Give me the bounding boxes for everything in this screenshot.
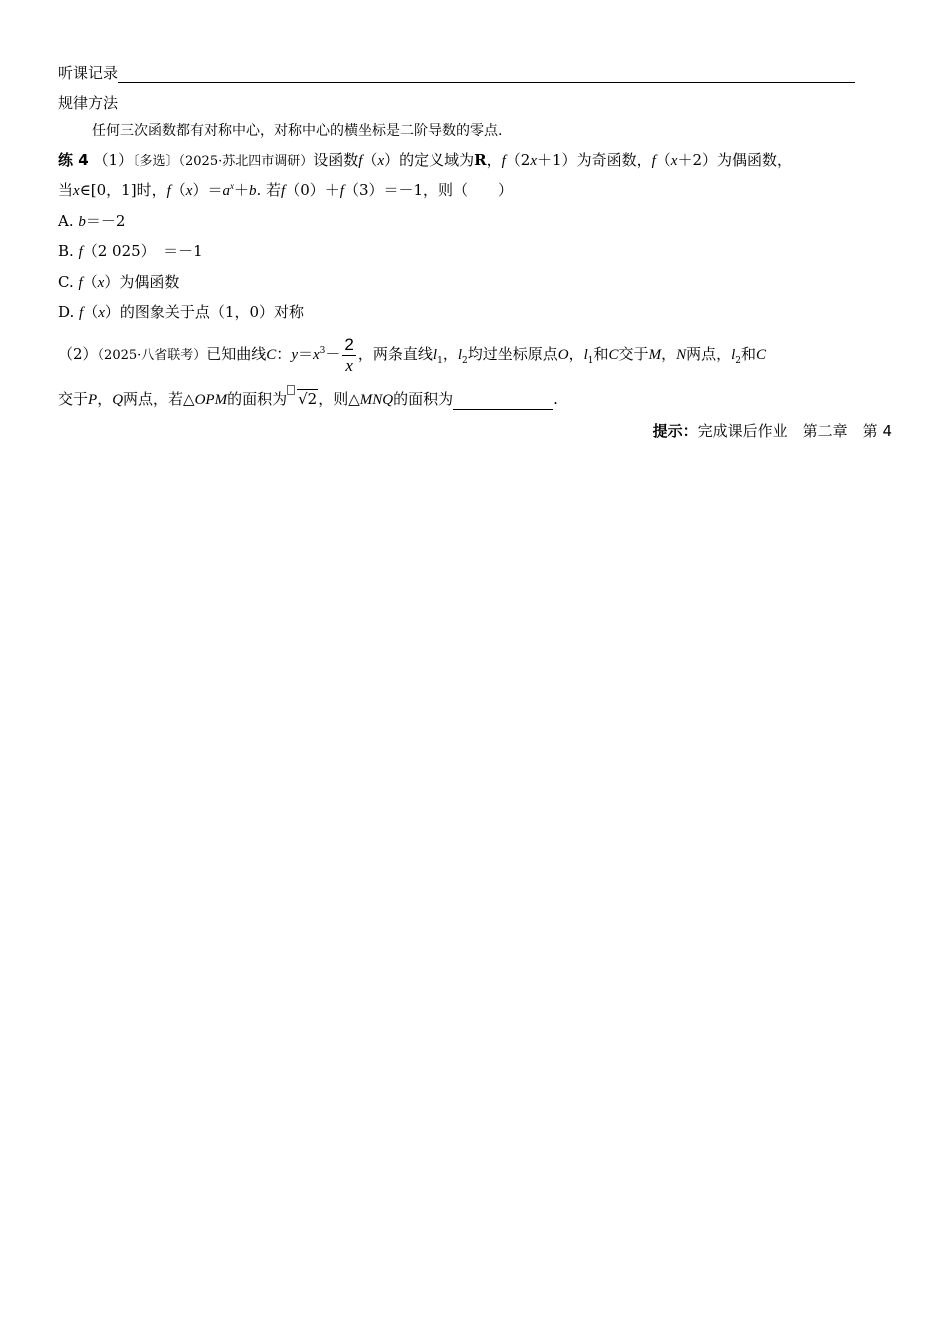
option-b <box>58 241 203 262</box>
math-l: l <box>432 347 438 363</box>
math-x: x <box>313 347 320 363</box>
math-x: x <box>670 153 678 169</box>
math-C: C <box>756 347 767 363</box>
method-text: 任何三次函数都有对称中心，对称中心的横坐标是二阶导数的零点. <box>92 123 503 139</box>
root-index-box <box>287 385 295 395</box>
option-d-label: D. <box>58 303 80 321</box>
radicand: √2 <box>298 390 318 408</box>
math-exp-3: 3 <box>319 346 326 356</box>
part2-number: （2） <box>58 345 98 363</box>
math-O: O <box>557 347 569 363</box>
math-f: f <box>78 275 83 291</box>
stem-text: 和 <box>593 345 609 363</box>
option-b-label: B. <box>58 242 79 260</box>
stem-text: ，两条直线 <box>357 345 433 363</box>
math-MNQ: MNQ <box>359 392 394 408</box>
stem-text: 的定义域为 <box>399 151 475 169</box>
option-c-label: C. <box>58 273 79 291</box>
stem-text: ， <box>661 345 677 363</box>
option-a-text: ＝－2 <box>85 212 126 230</box>
stem-text: 两点， <box>686 345 732 363</box>
hint-label: 提示： <box>652 422 698 440</box>
source-2: （2025·八省联考） <box>97 348 207 363</box>
cube-root-2 <box>287 389 318 409</box>
option-a-label: A. <box>58 212 79 230</box>
math-sub-1: 1 <box>587 356 594 366</box>
math-x: x <box>73 183 80 199</box>
math-R: R <box>474 151 487 169</box>
math-l: l <box>457 347 462 363</box>
math-a: a <box>222 183 230 199</box>
math-OPM: OPM <box>194 392 228 408</box>
exercise-line-1: 练 4 （1）〔多选〕（2025·苏北四市调研）设函数f（x）的定义域为R，f（2x＋1）为奇函数，f（x＋2）为偶函数， <box>58 151 792 169</box>
math-sub-2: 2 <box>462 356 468 366</box>
record-header <box>58 63 855 83</box>
stem-text: （3）＝－1，则（ ） <box>343 181 514 199</box>
option-b-text: （2 025） ＝－1 <box>82 242 203 260</box>
math-C: C <box>266 347 277 363</box>
stem-text: ， <box>568 345 584 363</box>
math-exp-x: x <box>229 181 234 191</box>
math-Q: Q <box>112 392 124 408</box>
stem-text: ， <box>97 390 113 408</box>
fraction-numerator: 2 <box>344 334 354 354</box>
stem-text: ＝ <box>207 181 223 199</box>
stem-text: 设函数 <box>313 151 359 169</box>
math-b: b <box>249 183 257 199</box>
math-x: x <box>530 153 538 169</box>
stem-text: － <box>325 345 341 363</box>
math-P: P <box>88 392 98 408</box>
math-x: x <box>377 153 385 169</box>
stem-text: （0）＋ <box>285 181 340 199</box>
record-title: 听课记录 <box>58 64 119 82</box>
math-f: f <box>166 183 171 199</box>
math-f: f <box>281 183 286 199</box>
math-f: f <box>501 153 506 169</box>
math-l: l <box>583 347 588 363</box>
math-M: M <box>648 347 662 363</box>
stem-text: 已知曲线 <box>206 345 267 363</box>
section-title: 规律方法 <box>58 94 119 112</box>
math-f: f <box>358 153 363 169</box>
option-d-text: 的图象关于点（1，0）对称 <box>119 303 304 321</box>
math-N: N <box>676 347 687 363</box>
part2-line-2 <box>58 389 558 410</box>
stem-text: ： <box>276 345 292 363</box>
math-y: y <box>291 347 298 363</box>
stem-text: 为奇函数， <box>576 151 652 169</box>
math-f: f <box>651 153 656 169</box>
math-C: C <box>608 347 619 363</box>
stem-text: ＋ <box>233 181 249 199</box>
math-f: f <box>339 183 344 199</box>
stem-text: ＝ <box>297 345 313 363</box>
option-a <box>58 211 125 232</box>
option-c-text: 为偶函数 <box>119 273 180 291</box>
math-l: l <box>731 347 736 363</box>
math-x: x <box>97 275 105 291</box>
stem-text: 交于 <box>618 345 649 363</box>
stem-text: ∈[0，1]时， <box>79 181 167 199</box>
fraction-2-over-x <box>342 335 355 376</box>
record-underline <box>118 66 855 83</box>
stem-text: 两点，若△ <box>123 390 195 408</box>
hint-text: 完成课后作业 第二章 第 4 <box>697 422 892 440</box>
part2-line-1 <box>58 332 766 378</box>
math-f: f <box>78 244 83 260</box>
math-x: x <box>98 305 105 321</box>
stem-text: . <box>553 390 558 408</box>
math-x: x <box>185 183 193 199</box>
math-sub-1: 1 <box>437 356 443 366</box>
stem-text: . 若 <box>256 181 282 199</box>
stem-text: 和 <box>741 345 757 363</box>
math-f: f <box>79 305 84 321</box>
stem-text: 均过坐标原点 <box>467 345 558 363</box>
stem-text: 的面积为 <box>227 390 288 408</box>
exercise-line-2: 当x∈[0，1]时，$f(x)=a^x+b$. 若f（0）＋f（3）＝－1，则（ ） <box>58 181 514 199</box>
radicand-value: 2 <box>307 390 318 408</box>
source-1: （2025·苏北四市调研） <box>178 154 314 169</box>
stem-text: 交于 <box>58 390 89 408</box>
stem-text: 的面积为 <box>393 390 454 408</box>
option-c: C. f（x）为偶函数 <box>58 273 180 291</box>
math-b: b <box>78 214 86 230</box>
stem-text: 为偶函数， <box>716 151 792 169</box>
fraction-denominator: x <box>345 355 353 375</box>
hint-line <box>653 421 892 441</box>
answer-blank[interactable] <box>453 393 553 410</box>
stem-text: ，则△ <box>318 390 360 408</box>
stem-text: ， <box>442 345 458 363</box>
math-sub-2: 2 <box>735 356 742 366</box>
exercise-label: 练 4 <box>58 151 89 169</box>
multi-select-tag: 〔多选〕 <box>133 154 179 169</box>
option-d: D. f（x）的图象关于点（1，0）对称 <box>58 303 304 321</box>
part1-number: （1） <box>93 151 133 169</box>
stem-text: 当 <box>58 181 74 199</box>
